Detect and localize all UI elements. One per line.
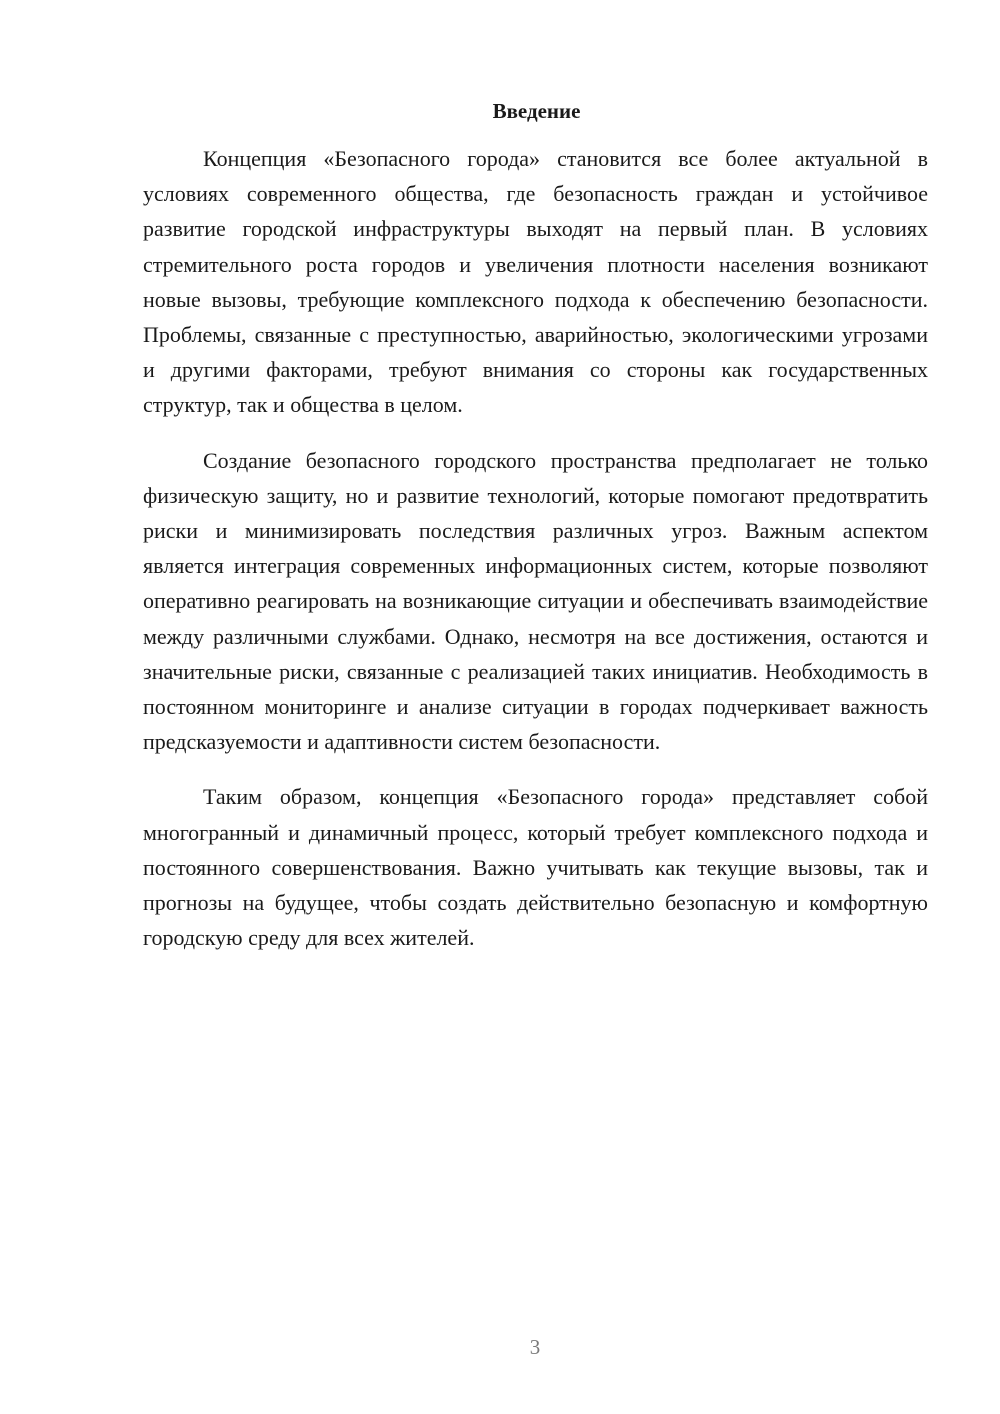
paragraph-3: Таким образом, концепция «Безопасного города» представляет собой многогранный и динамичный процесс, который требует комплексного подхода и постоянного совершенствования. Важно учитывать как текущие вызовы, так и прогнозы на будущее, чтобы создать действительно безопасную и комфортную городскую среду для всех жителей.: [143, 784, 928, 951]
paragraph-1: Концепция «Безопасного города» становится все более актуальной в условиях современного общества, где безопасность граждан и устойчивое развитие городской инфраструктуры выходят на первый план. В условиях стремительного роста городов и увеличения плотности населения возникают новые вызовы, требующие комплексного подхода к обеспечению безопасности. Проблемы, связанные с преступностью, аварийностью, экологическими угрозами и другими факторами, требуют внимания со стороны как государственных структур, так и общества в целом.: [143, 146, 928, 418]
paragraph-2: Создание безопасного городского пространства предполагает не только физическую защиту, но и развитие технологий, которые помогают предотвратить риски и минимизировать последствия различных угроз. Важным аспектом является интеграция современных информационных систем, которые позволяют оперативно реагировать на возникающие ситуации и обеспечивать взаимодействие между различными службами. Однако, несмотря на все достижения, остаются и значительные риски, связанные с реализацией таких инициатив. Необходимость в постоянном мониторинге и анализе ситуации в городах подчеркивает важность предсказуемости и адаптивности систем безопасности.: [143, 447, 928, 755]
page-content: [143, 95, 928, 975]
page-number: 3: [529, 1335, 541, 1359]
section-heading: Введение: [492, 99, 581, 123]
